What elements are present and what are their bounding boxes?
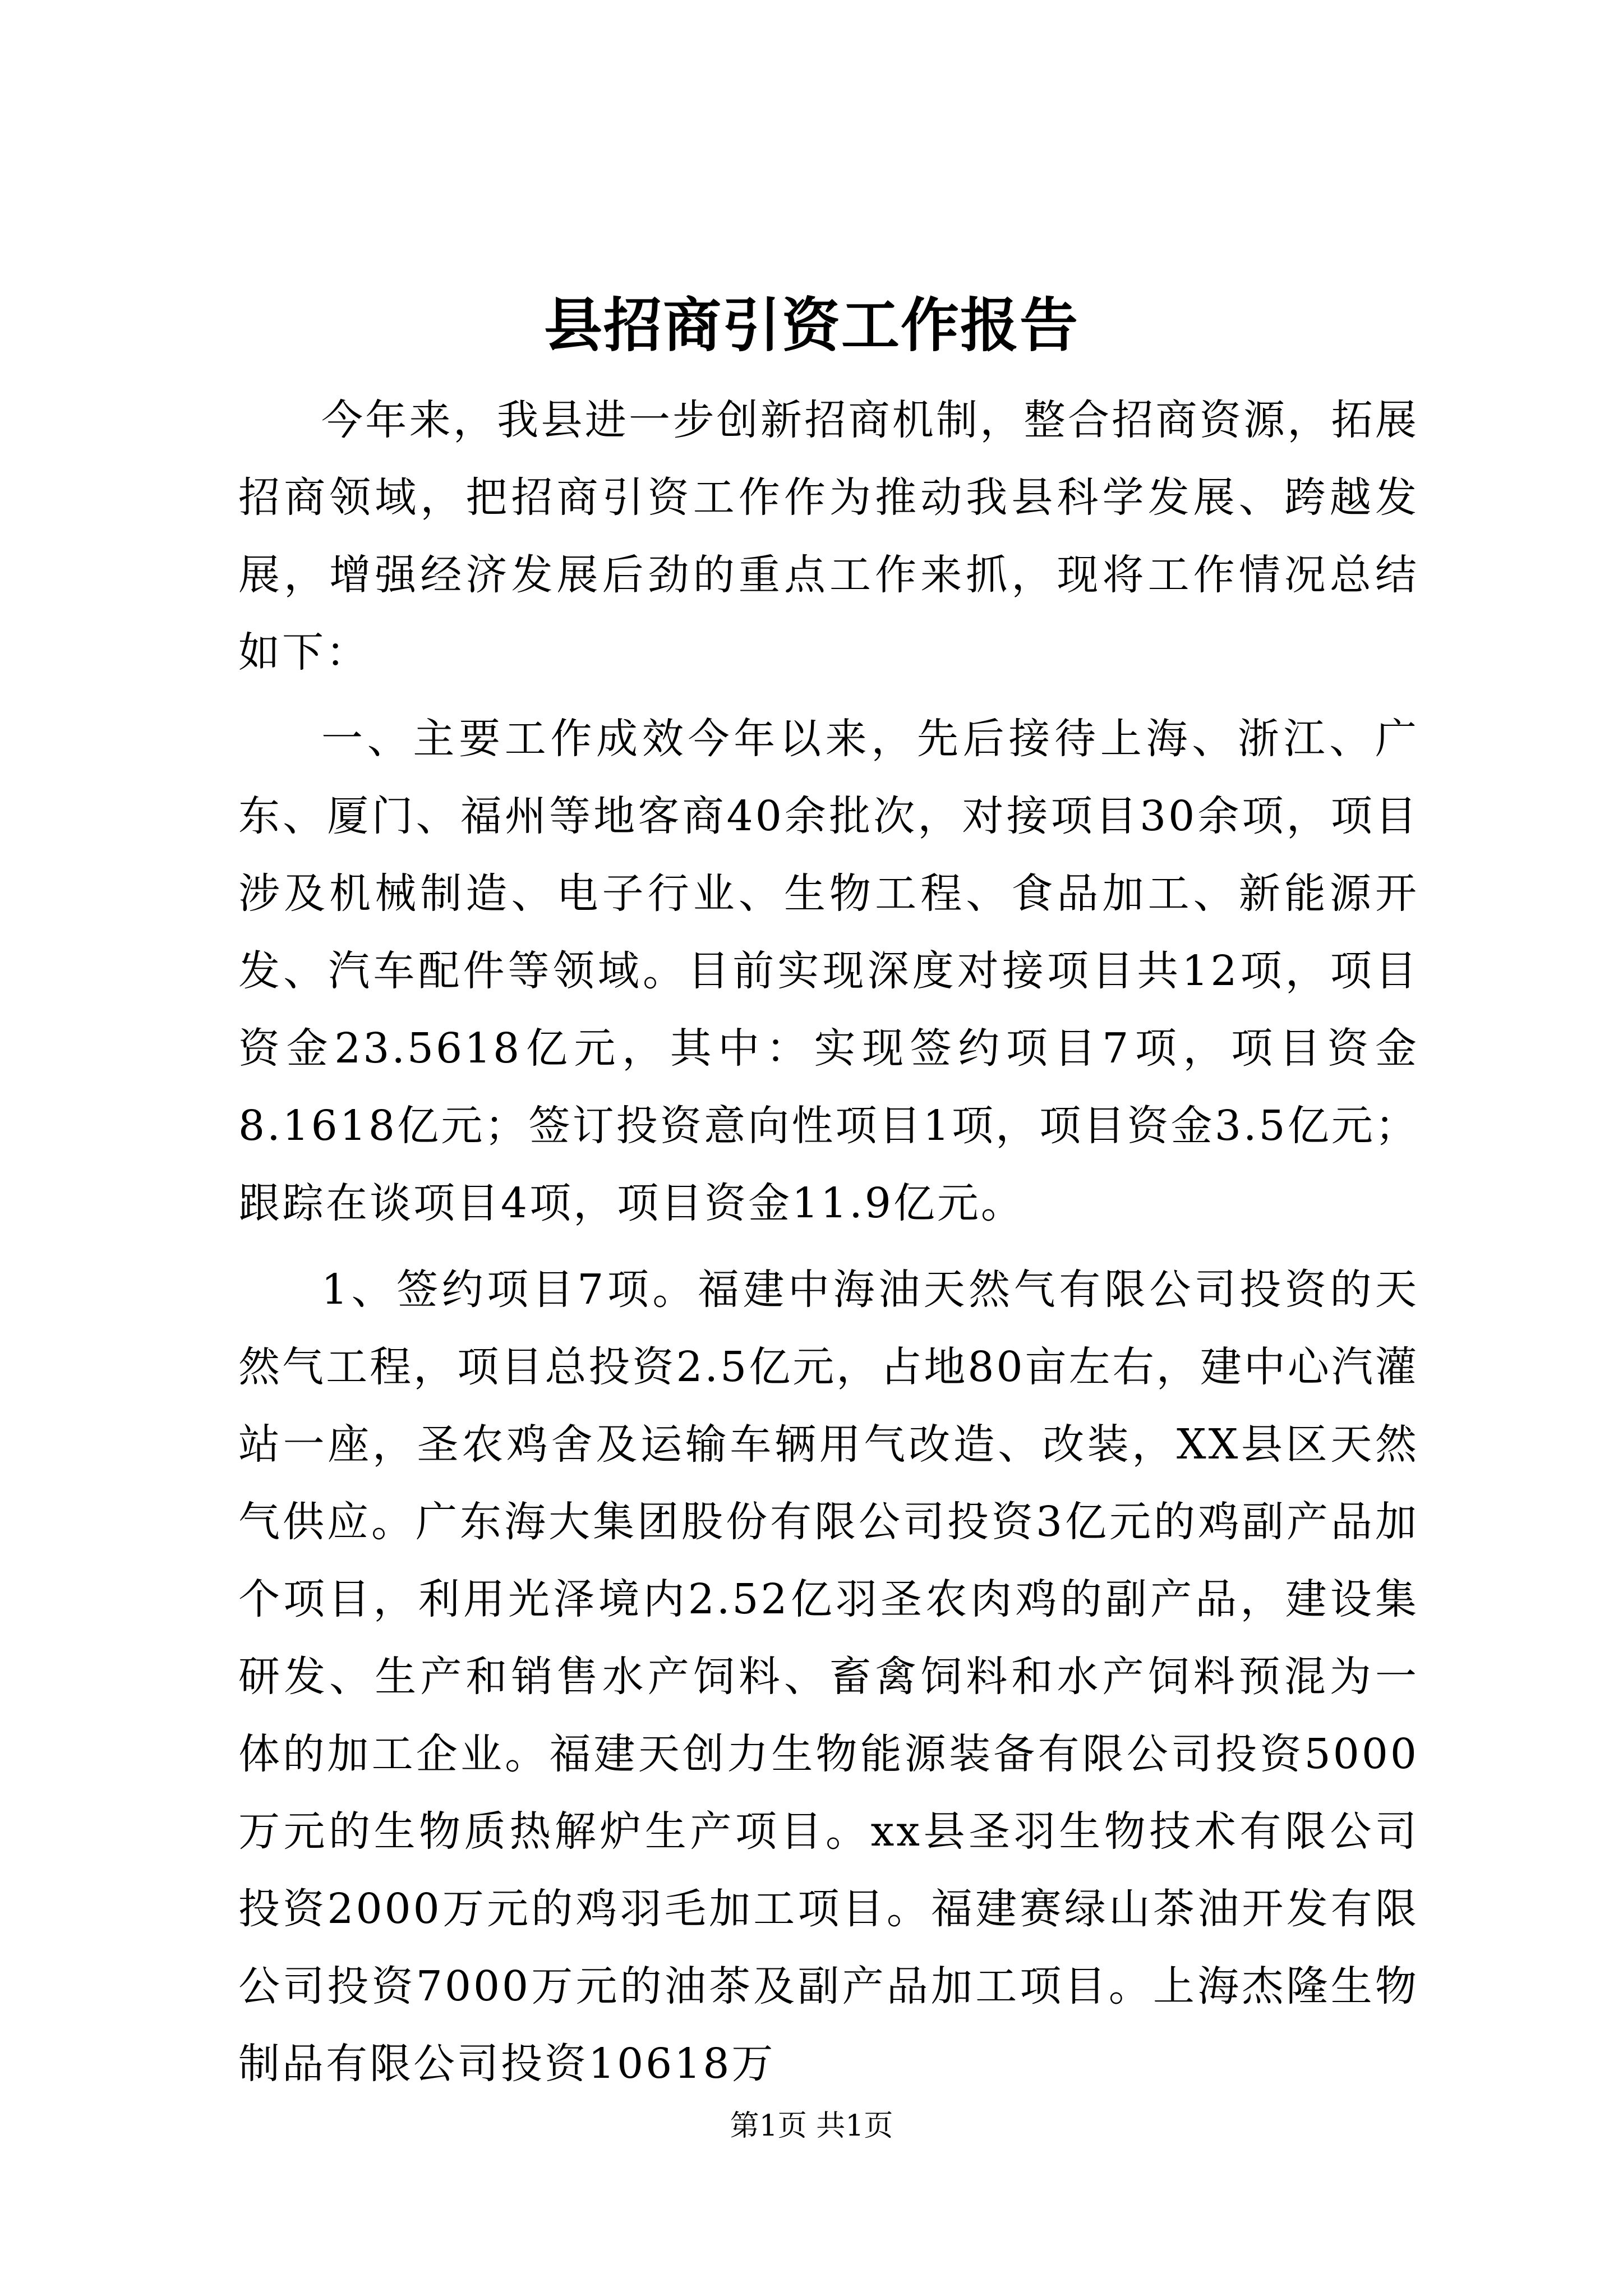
paragraph-signed-projects: 1、签约项目7项。福建中海油天然气有限公司投资的天然气工程，项目总投资2.5亿元，占地80亩左右，建中心汽灌站一座，圣农鸡舍及运输车辆用气改造、改装，XX县区天然气供应。广东海大集团股份有限公司投资3亿元的鸡副产品加个项目，利用光泽境内2.52亿羽圣农肉鸡的副产品，建设集研发、生产和销售水产饲料、畜禽饲料和水产饲料预混为一体的加工企业。福建天创力生物能源装备有限公司投资5000万元的生物质热解炉生产项目。xx县圣羽生物技术有限公司投资2000万元的鸡羽毛加工项目。福建赛绿山茶油开发有限公司投资7000万元的油茶及副产品加工项目。上海杰隆生物制品有限公司投资10618万	[238, 1266, 1419, 2088]
document-title: 县招商引资工作报告	[543, 291, 1079, 360]
page-footer: 第1页 共1页	[730, 2109, 893, 2143]
document-body	[238, 381, 1419, 2111]
paragraph-achievements: 一、主要工作成效今年以来，先后接待上海、浙江、广东、厦门、福州等地客商40余批次，对接项目30余项，项目涉及机械制造、电子行业、生物工程、食品加工、新能源开发、汽车配件等领域。目前实现深度对接项目共12项，项目资金23.5618亿元，其中：实现签约项目7项，项目资金8.1618亿元；签订投资意向性项目1项，项目资金3.5亿元；跟踪在谈项目4项，项目资金11.9亿元。	[238, 715, 1419, 1227]
paragraph-intro: 今年来，我县进一步创新招商机制，整合招商资源，拓展招商领域，把招商引资工作作为推动我县科学发展、跨越发展，增强经济发展后劲的重点工作来抓，现将工作情况总结如下：	[238, 396, 1419, 677]
